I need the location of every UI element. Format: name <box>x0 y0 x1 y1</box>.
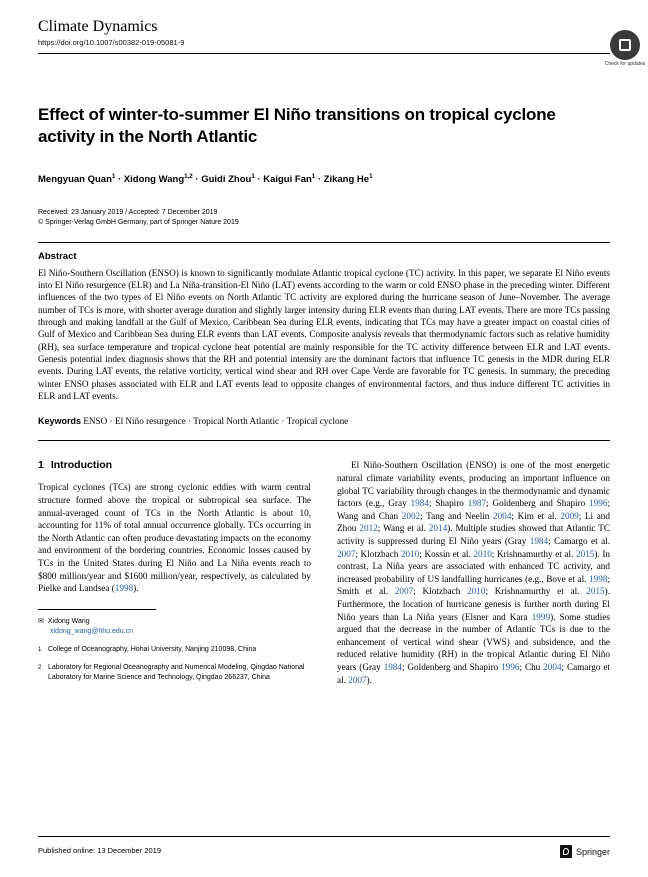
journal-name: Climate Dynamics <box>38 18 158 35</box>
section-heading-introduction <box>38 459 311 471</box>
abstract-heading: Abstract <box>38 250 77 262</box>
affiliation-index: 1 <box>38 647 42 654</box>
publisher-name: Springer <box>575 846 610 857</box>
paragraph: El Niño-Southern Oscillation (ENSO) is one of the most energetic natural climate variability events, producing an important influence on global TC variability through changes in the thermodynamic and dynamic factors (e.g., Gray 1984; Shapiro 1987; Goldenberg and Shapiro 1996; Wang and Chan 2002; Tang and Neelin 2004; Kim et al. 2009; Li and Zhou 2012; Wang et al. 2014). Multiple studies showed that Atlantic TC activity is suppressed during El Niño years (Gray 1984; Camargo et al. 2007; Klotzbach 2010; Kossin et al. 2010; Krishnamurthy et al. 2015). In contrast, La Niña years are associated with enhanced TC activity, and increased probability of US landfalling hurricanes (e.g., Bove et al. 1998; Smith et al. 2007; Klotzbach 2010; Krishnamurthy et al. 2015). Furthermore, the location of hurricane genesis is further north during El Niño years than La Niña years (Elsner and Kara 1999). Some studies argued that the decrease in the number of Atlantic TCs is due to the enhancement of vertical wind shear (VWS) and subsidence, and the reduced relative humidity (RH) in the tropical Atlantic during El Niño years (Gray 1984; Goldenberg and Shapiro 1996; Chu 2004; Camargo et al. 2007). <box>337 460 611 685</box>
publication-dates <box>38 208 610 228</box>
affiliation-item <box>38 663 311 683</box>
crossmark-label: Check for updates <box>604 61 646 67</box>
published-online: Published online: 13 December 2019 <box>38 846 161 855</box>
affiliation-index: 2 <box>38 665 42 672</box>
paragraph: Tropical cyclones (TCs) are strong cyclonic eddies with warm central structure formed above the tropical or subtropical sea surface. The annual-averaged count of TCs in the North Atlantic is about 10, accounting for 11% of total annual occurrence globally. TCs occurring in the North Atlantic can often produce devastating impacts on the economy and environment of the bordering countries. Economic losses caused by TCs in the United States during El Niño and La Niña events reach to $800 million/year and $1600 million/year, respectively, as calculated by Pielke and Landsea (1998). <box>38 482 311 594</box>
footer-divider <box>38 836 610 837</box>
affiliation-text: Laboratory for Regional Oceanography and Numerical Modeling, Qingdao National Laboratory for Marine Science and Technology, Qingdao 266237, China <box>48 664 305 682</box>
corresponding-author-name: Xidong Wang <box>47 617 90 625</box>
abstract-divider-top <box>38 242 610 243</box>
keywords-text: ENSO · El Niño resurgence · Tropical North Atlantic · Tropical cyclone <box>83 416 349 427</box>
springer-icon <box>560 845 572 858</box>
corresponding-author-email[interactable]: xidong_wang@hhu.edu.cn <box>50 627 134 635</box>
author-list: Mengyuan Quan$^1$ · Xidong Wang$^{1,2}$ · Guidi Zhou$^1$ · Kaigui Fan$^1$ · Zikang He$^1$ <box>38 173 373 186</box>
right-column <box>337 459 610 686</box>
page-content <box>38 18 610 686</box>
copyright-line: © Springer-Verlag GmbH Germany, part of Springer Nature 2019 <box>38 218 239 226</box>
affiliation-text: College of Oceanography, Hohai University, Nanjing 210098, China <box>48 646 257 654</box>
crossmark-badge[interactable] <box>602 30 648 67</box>
envelope-icon: ✉ <box>38 617 44 625</box>
page-title: Effect of winter-to-summer El Niño transitions on tropical cyclone activity in the North Atlantic <box>38 104 556 147</box>
section-number: 1 <box>38 459 44 472</box>
doi-link[interactable]: https://doi.org/10.1007/s00382-019-05081-9 <box>38 37 185 47</box>
keywords-divider <box>38 440 610 441</box>
section-title: Introduction <box>50 459 113 472</box>
corresponding-author <box>38 617 311 637</box>
crossmark-icon <box>610 30 640 60</box>
header-divider <box>38 53 610 54</box>
keywords-heading: Keywords <box>38 416 82 427</box>
footnote-divider <box>38 609 156 610</box>
body-columns <box>38 459 610 686</box>
left-column <box>38 459 311 686</box>
abstract-text: El Niño-Southern Oscillation (ENSO) is known to significantly modulate Atlantic tropical cyclone (TC) activity. In this paper, we separate El Niño events into El Niño resurgence (ELR) and La Niña-transition-El Niño (LAT) events according to the warm or cold ENSO phase in the preceding winter. Different influences of the two types of El Niño events on North Atlantic TC activity are explored during the hurricane season of June–November. The average number of TCs is more, with shorter average duration and slightly larger intensity during ELR events than during LAT events. There are more TCs passing through and making landfall at the Gulf of Mexico, Caribbean Sea during ELR events, indicating that TCs may have a greater impact on coastal cities of Gulf of Mexico and Caribbean Sea during ELR events than LAT events. Composite analysis reveals that thermodynamic factors such as relative humidity (RH), sea surface temperature and tropical cyclone heat potential are mainly responsible for the TC activity difference between ELR and LAT events. Genesis potential index diagnosis shows that the RH and potential intensity are the dominant factors that influence TC genesis in the MDR during ELR events. During LAT events, the relative vorticity, vertical wind shear and RH over Cape Verde are favorable for TC genesis. In summary, the preceding winter ENSO phases associated with ELR and LAT events lead to opposite changes of environmental factors, and thus induce different TC activities in ELR and LAT events. <box>38 267 610 402</box>
received-accepted-line: Received: 23 January 2019 / Accepted: 7 December 2019 <box>38 208 218 216</box>
affiliation-item <box>38 645 311 655</box>
keywords-row <box>38 416 610 426</box>
publisher-logo <box>560 845 610 858</box>
